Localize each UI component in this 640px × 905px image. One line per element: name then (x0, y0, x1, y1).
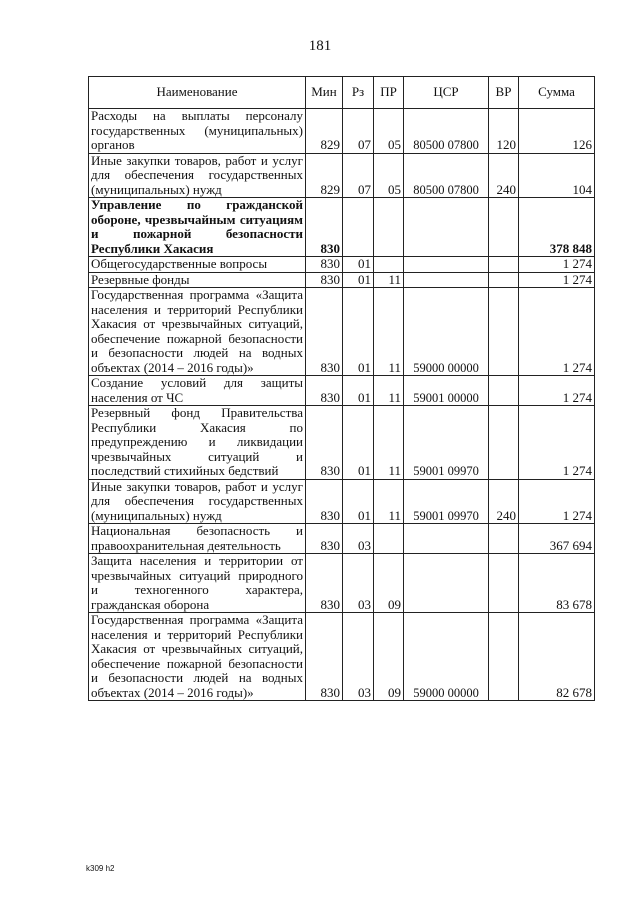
table-row (89, 153, 595, 198)
row-min: 830 (306, 554, 343, 613)
row-sum: 1 274 (519, 406, 595, 480)
row-rz: 03 (343, 554, 374, 613)
table-row (89, 479, 595, 524)
header-sum: Сумма (519, 77, 595, 109)
row-sum: 104 (519, 153, 595, 198)
footer-code: k309 h2 (86, 864, 115, 873)
row-rz: 07 (343, 109, 374, 154)
row-rz: 01 (343, 288, 374, 376)
row-vr (489, 406, 519, 480)
row-name: Резервные фонды (89, 272, 306, 288)
row-name: Иные закупки товаров, работ и услуг для обеспечения государственных (муниципальных) нужд (89, 153, 306, 198)
row-min: 829 (306, 153, 343, 198)
row-sum: 126 (519, 109, 595, 154)
row-vr (489, 554, 519, 613)
row-vr (489, 376, 519, 406)
row-pr (374, 524, 404, 554)
row-vr (489, 198, 519, 257)
table-row (89, 554, 595, 613)
row-min: 830 (306, 613, 343, 701)
header-rz: Рз (343, 77, 374, 109)
row-sum: 83 678 (519, 554, 595, 613)
row-csr: 80500 07800 (404, 153, 489, 198)
row-name: Расходы на выплаты персоналу государственных (муниципальных) органов (89, 109, 306, 154)
row-pr: 09 (374, 554, 404, 613)
row-rz: 01 (343, 272, 374, 288)
row-name: Создание условий для защиты населения от ЧС (89, 376, 306, 406)
row-sum: 367 694 (519, 524, 595, 554)
row-sum: 1 274 (519, 272, 595, 288)
row-pr: 11 (374, 376, 404, 406)
table-row (89, 198, 595, 257)
row-sum: 1 274 (519, 479, 595, 524)
row-csr: 59001 00000 (404, 376, 489, 406)
row-name: Государственная программа «Защита населения и территорий Республики Хакасия от чрезвычайных ситуаций, обеспечение пожарной безопасности и безопасности людей на водных объектах (2014 – 2016 годы)» (89, 613, 306, 701)
row-pr: 05 (374, 109, 404, 154)
row-name: Национальная безопасность и правоохранительная деятельность (89, 524, 306, 554)
row-pr: 09 (374, 613, 404, 701)
row-min: 830 (306, 288, 343, 376)
budget-table (88, 76, 595, 701)
row-name: Резервный фонд Правительства Республики Хакасия по предупреждению и ликвидации чрезвычайных ситуаций и последствий стихийных бедствий (89, 406, 306, 480)
row-min: 830 (306, 198, 343, 257)
row-pr: 11 (374, 479, 404, 524)
row-csr: 80500 07800 (404, 109, 489, 154)
row-csr (404, 198, 489, 257)
row-name: Управление по гражданской обороне, чрезвычайным ситуациям и пожарной безопасности Республики Хакасия (89, 198, 306, 257)
row-pr: 11 (374, 272, 404, 288)
row-min: 830 (306, 376, 343, 406)
row-min: 829 (306, 109, 343, 154)
row-rz: 01 (343, 257, 374, 273)
row-rz: 01 (343, 479, 374, 524)
row-rz: 03 (343, 524, 374, 554)
table-row (89, 613, 595, 701)
row-min: 830 (306, 272, 343, 288)
row-csr: 59000 00000 (404, 613, 489, 701)
row-csr (404, 554, 489, 613)
table-row (89, 257, 595, 273)
row-vr (489, 613, 519, 701)
row-vr (489, 524, 519, 554)
row-vr (489, 272, 519, 288)
row-sum: 82 678 (519, 613, 595, 701)
row-vr (489, 257, 519, 273)
row-csr: 59000 00000 (404, 288, 489, 376)
row-pr: 11 (374, 406, 404, 480)
row-pr (374, 198, 404, 257)
row-vr: 120 (489, 109, 519, 154)
row-vr: 240 (489, 479, 519, 524)
row-rz: 01 (343, 406, 374, 480)
row-vr (489, 288, 519, 376)
row-csr: 59001 09970 (404, 406, 489, 480)
row-pr: 11 (374, 288, 404, 376)
row-name: Государственная программа «Защита населения и территорий Республики Хакасия от чрезвычайных ситуаций, обеспечение пожарной безопасности и безопасности людей на водных объектах (2014 – 2016 годы)» (89, 288, 306, 376)
table-row (89, 272, 595, 288)
row-name: Иные закупки товаров, работ и услуг для обеспечения государственных (муниципальных) нужд (89, 479, 306, 524)
table-row (89, 288, 595, 376)
row-min: 830 (306, 524, 343, 554)
row-min: 830 (306, 406, 343, 480)
row-csr (404, 257, 489, 273)
page-number: 181 (308, 38, 332, 54)
row-vr: 240 (489, 153, 519, 198)
row-name: Защита населения и территории от чрезвычайных ситуаций природного и техногенного характера, гражданская оборона (89, 554, 306, 613)
row-min: 830 (306, 479, 343, 524)
row-min: 830 (306, 257, 343, 273)
row-rz: 01 (343, 376, 374, 406)
table-row (89, 376, 595, 406)
row-csr: 59001 09970 (404, 479, 489, 524)
row-rz: 07 (343, 153, 374, 198)
table-row (89, 406, 595, 480)
row-name: Общегосударственные вопросы (89, 257, 306, 273)
header-pr: ПР (374, 77, 404, 109)
row-sum: 378 848 (519, 198, 595, 257)
header-name: Наименование (89, 77, 306, 109)
header-csr: ЦСР (404, 77, 489, 109)
row-csr (404, 524, 489, 554)
row-sum: 1 274 (519, 376, 595, 406)
row-pr (374, 257, 404, 273)
header-min: Мин (306, 77, 343, 109)
header-vr: ВР (489, 77, 519, 109)
table-header-row (89, 77, 595, 109)
table-row (89, 109, 595, 154)
table-row (89, 524, 595, 554)
row-pr: 05 (374, 153, 404, 198)
row-csr (404, 272, 489, 288)
row-sum: 1 274 (519, 257, 595, 273)
row-rz (343, 198, 374, 257)
row-rz: 03 (343, 613, 374, 701)
row-sum: 1 274 (519, 288, 595, 376)
